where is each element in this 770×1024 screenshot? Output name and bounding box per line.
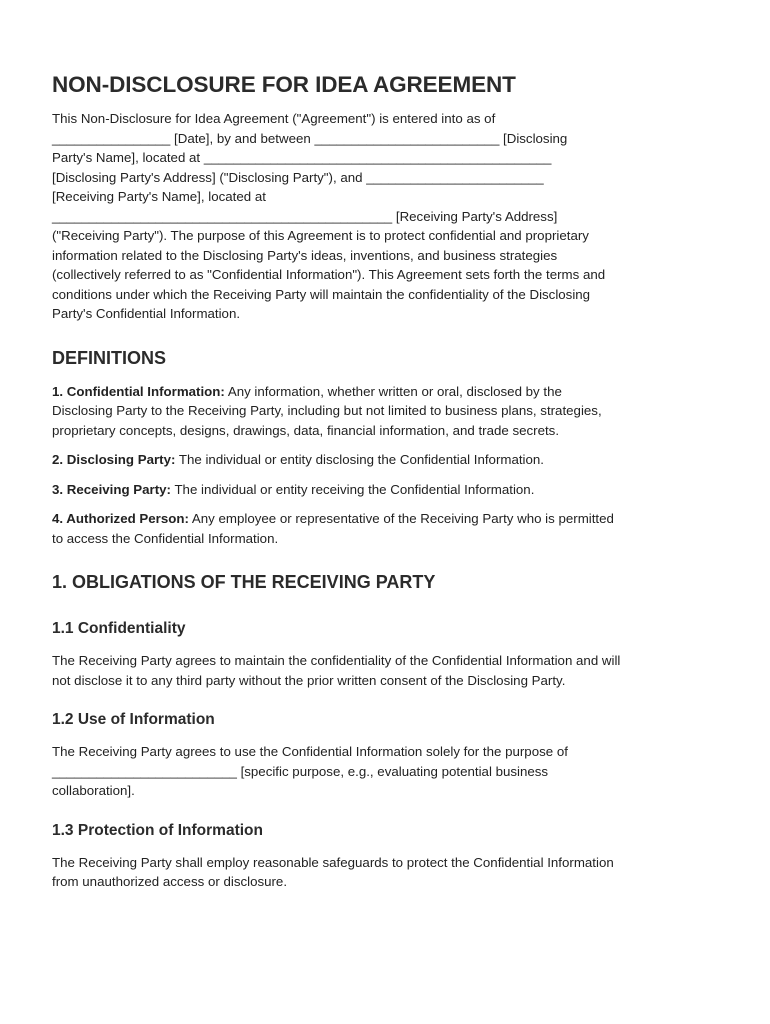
paragraph-line: collaboration]. [52,783,135,798]
intro-line: ______________________________________________ [Receiving Party's Address] [52,208,558,224]
definition-term: 2. Disclosing Party: [52,452,176,467]
subsection-heading-use-of-information: 1.2 Use of Information [52,711,215,728]
definition-text: Disclosing Party to the Receiving Party, including but not limited to business plans, strategies, [52,403,602,418]
section-heading-obligations: 1. OBLIGATIONS OF THE RECEIVING PARTY [52,572,436,592]
paragraph-line: not disclose it to any third party without the prior written consent of the Disclosing Party. [52,672,566,688]
intro-paragraph [52,109,724,324]
definition-term: 4. Authorized Person: [52,511,189,526]
intro-line: information related to the Disclosing Party's ideas, inventions, and business strategies [52,247,558,263]
intro-line: ________________ [Date], by and between _________________________ [Disclosing [52,130,568,146]
definition-item [52,382,724,441]
intro-line: This Non-Disclosure for Idea Agreement ("Agreement") is entered into as of [52,111,496,126]
definition-text: Any information, whether written or oral, disclosed by the [224,383,562,399]
subsection-heading-confidentiality: 1.1 Confidentiality [52,620,186,637]
definition-item [52,509,724,548]
document-page [52,70,724,892]
definition-text: Any employee or representative of the Receiving Party who is permitted [188,511,614,526]
subsection-paragraph [52,742,724,801]
intro-line: Party's Name], located at _______________________________________________ [52,150,552,165]
intro-line: (collectively referred to as "Confidential Information"). This Agreement sets forth the terms and [52,267,606,282]
subsection-paragraph [52,651,724,690]
document-title: NON-DISCLOSURE FOR IDEA AGREEMENT [52,72,516,97]
subsection-paragraph [52,853,724,892]
paragraph-line: from unauthorized access or disclosure. [52,874,288,889]
definition-text: proprietary concepts, designs, drawings, data, financial information, and trade secrets. [52,422,560,438]
definition-text: The individual or entity disclosing the Confidential Information. [175,452,544,467]
definition-item [52,480,724,500]
definition-item [52,450,724,470]
paragraph-line: The Receiving Party shall employ reasonable safeguards to protect the Confidential Information [52,854,614,870]
definition-text: The individual or entity receiving the Confidential Information. [170,481,535,497]
intro-line: [Disclosing Party's Address] ("Disclosing Party"), and ________________________ [52,169,544,185]
paragraph-line: The Receiving Party agrees to maintain the confidentiality of the Confidential Information and will [52,653,621,668]
definition-text: to access the Confidential Information. [52,530,279,546]
intro-line: conditions under which the Receiving Party will maintain the confidentiality of the Disclosing [52,286,591,302]
definition-term: 1. Confidential Information: [52,383,225,399]
intro-line: ("Receiving Party"). The purpose of this Agreement is to protect confidential and proprietary [52,228,589,243]
definitions-heading: DEFINITIONS [52,347,167,368]
intro-line: Party's Confidential Information. [52,306,241,321]
definition-term: 3. Receiving Party: [52,481,171,497]
subsection-heading-protection-of-information: 1.3 Protection of Information [52,821,263,839]
paragraph-line: The Receiving Party agrees to use the Confidential Information solely for the purpose of [52,744,568,759]
intro-line: [Receiving Party's Name], located at [52,189,266,204]
paragraph-line: _________________________ [specific purpose, e.g., evaluating potential business [52,763,549,779]
